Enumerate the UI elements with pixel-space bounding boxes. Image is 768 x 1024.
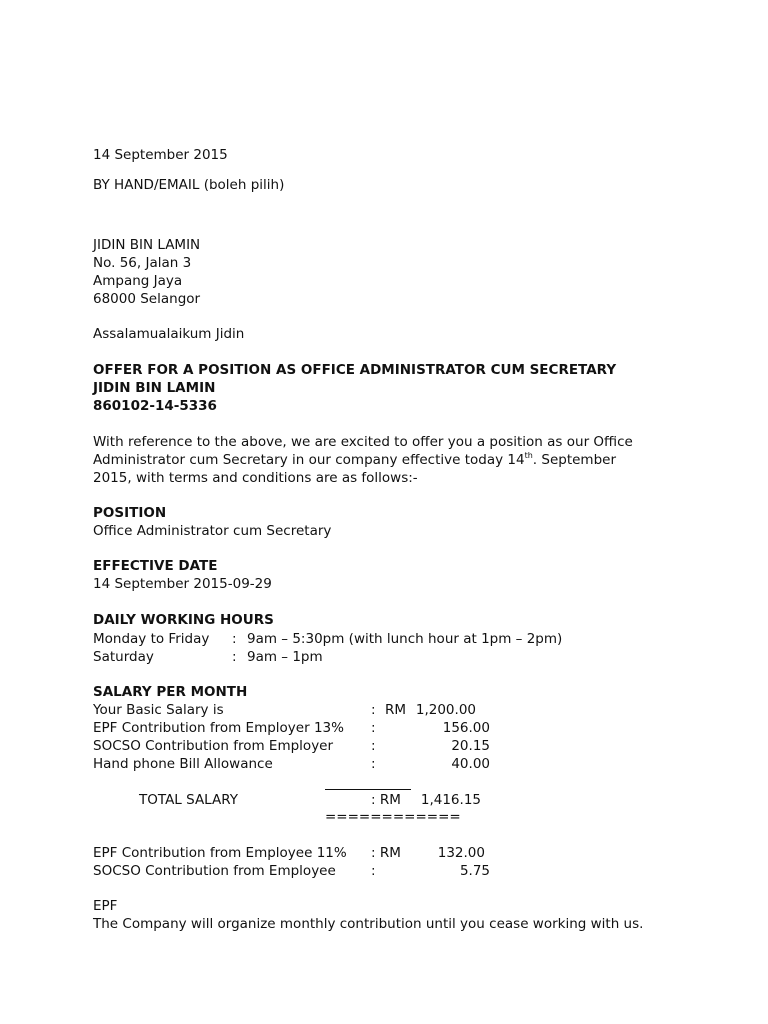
separator: : RM (371, 792, 401, 808)
day-label: Monday to Friday (93, 631, 210, 647)
letter-date: 14 September 2015 (93, 147, 228, 163)
epf-text: The Company will organize monthly contribution until you cease working with us. (93, 916, 644, 932)
position-heading: POSITION (93, 505, 167, 521)
epf-heading: EPF (93, 898, 118, 914)
separator: : (371, 756, 376, 772)
salary-amount: 1,200.00 (415, 702, 476, 718)
address-line: JIDIN BIN LAMIN (93, 237, 201, 253)
delivery-method: BY HAND/EMAIL (boleh pilih) (93, 177, 285, 193)
intro-line (93, 451, 616, 469)
separator: : (232, 631, 237, 647)
salary-label: EPF Contribution from Employer 13% (93, 720, 344, 736)
subject-ic-number: 860102-14-5336 (93, 398, 217, 414)
total-double-rule: ============ (325, 809, 461, 825)
intro-text: Administrator cum Secretary in our company effective today 14 (93, 452, 525, 468)
position-value: Office Administrator cum Secretary (93, 523, 332, 539)
separator: : (371, 720, 376, 736)
salary-label: SOCSO Contribution from Employer (93, 738, 334, 754)
subject-name: JIDIN BIN LAMIN (93, 380, 216, 396)
address-line: Ampang Jaya (93, 273, 183, 289)
intro-line: With reference to the above, we are excited to offer you a position as our Office (93, 434, 633, 450)
separator: : (371, 702, 376, 718)
time-value: 9am – 1pm (247, 649, 323, 665)
currency: RM (385, 702, 407, 718)
intro-line: 2015, with terms and conditions are as follows:- (93, 470, 418, 486)
salary-amount: 40.00 (451, 756, 490, 772)
separator: : (232, 649, 237, 665)
day-label: Saturday (93, 649, 154, 665)
greeting: Assalamualaikum Jidin (93, 326, 245, 342)
time-value: 9am – 5:30pm (with lunch hour at 1pm – 2pm) (247, 631, 563, 647)
address-line: No. 56, Jalan 3 (93, 255, 192, 271)
salary-heading: SALARY PER MONTH (93, 684, 248, 700)
total-label: TOTAL SALARY (139, 792, 239, 808)
salary-amount: 156.00 (442, 720, 490, 736)
total-amount: 1,416.15 (420, 792, 481, 808)
effective-date-value: 14 September 2015-09-29 (93, 576, 272, 592)
salary-label: Your Basic Salary is (93, 702, 224, 718)
separator: : (371, 738, 376, 754)
ordinal-suffix: th (524, 451, 533, 460)
deduction-amount: 5.75 (459, 863, 490, 879)
deduction-label: EPF Contribution from Employee 11% (93, 845, 347, 861)
intro-text: . September (532, 452, 616, 468)
working-hours-heading: DAILY WORKING HOURS (93, 612, 274, 628)
salary-label: Hand phone Bill Allowance (93, 756, 273, 772)
separator: : (371, 863, 376, 879)
deduction-amount: 132.00 (437, 845, 485, 861)
address-line: 68000 Selangor (93, 291, 201, 307)
subject-title: OFFER FOR A POSITION AS OFFICE ADMINISTRATOR CUM SECRETARY (93, 362, 617, 378)
effective-date-heading: EFFECTIVE DATE (93, 558, 218, 574)
subtotal-rule (325, 789, 411, 790)
separator: : RM (371, 845, 401, 861)
deduction-label: SOCSO Contribution from Employee (93, 863, 336, 879)
salary-amount: 20.15 (451, 738, 490, 754)
